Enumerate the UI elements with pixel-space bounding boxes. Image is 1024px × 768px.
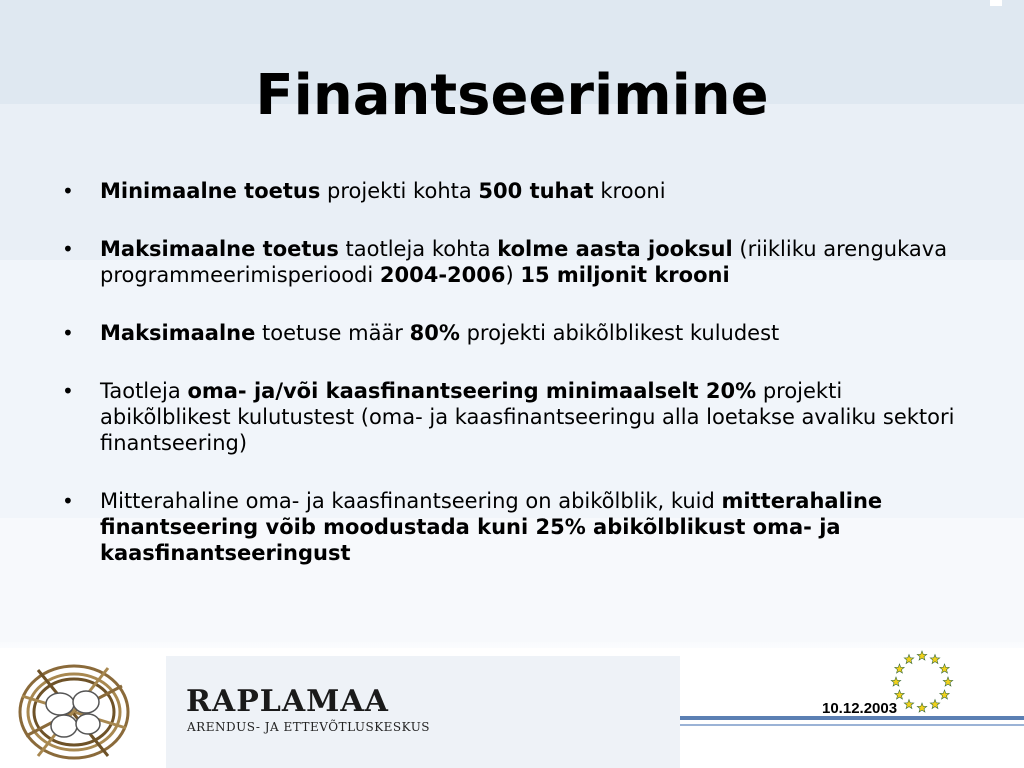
star-icon — [904, 700, 914, 709]
bullet-text: (riikliku arengukava programmeerimisperioodi — [100, 237, 948, 287]
bullet-text: projekti abikõlblikest kulutustest (oma- ja kaasfinantseeringu alla loetakse avaliku sektori finantseering) — [100, 379, 955, 455]
star-icon — [891, 677, 901, 686]
bullet-text-bold: 2004-2006 — [379, 263, 506, 287]
bullet-text-bold: Minimaalne toetus — [100, 179, 321, 203]
bullet-dot: • — [62, 179, 74, 203]
star-icon — [904, 654, 914, 663]
bullet-text: krooni — [593, 179, 666, 203]
bullet-text: Taotleja — [100, 379, 188, 403]
star-icon — [917, 703, 927, 712]
bullet-text: taotleja kohta — [338, 237, 498, 261]
bullet-item — [62, 320, 962, 346]
bullet-dot: • — [62, 379, 74, 403]
footer-accent-line — [680, 724, 1024, 726]
star-icon — [940, 664, 950, 673]
slide-date: 10.12.2003 — [822, 700, 898, 717]
bullet-text-bold: Maksimaalne toetus — [100, 237, 339, 261]
corner-mark — [990, 0, 1002, 6]
star-icon — [917, 651, 927, 660]
brand-name: RAPLAMAA — [186, 684, 389, 719]
bullet-item — [62, 236, 962, 288]
star-icon — [930, 700, 940, 709]
bullet-text-bold: 500 tuhat — [478, 179, 594, 203]
bullet-item — [62, 378, 962, 456]
bullet-text-bold: 15 miljonit krooni — [520, 263, 730, 287]
bullet-text: projekti abikõlblikest kuludest — [459, 321, 780, 345]
brand-subtitle: ARENDUS- JA ETTEVÕTLUSKESKUS — [187, 720, 431, 734]
bullet-item — [62, 488, 962, 566]
star-icon — [895, 664, 905, 673]
bullet-text-bold: kolme aasta jooksul — [497, 237, 733, 261]
bullet-text: toetuse määr — [255, 321, 410, 345]
star-icon — [930, 654, 940, 663]
bullet-list — [62, 178, 962, 598]
bullet-text-bold: mitterahaline finantseering võib moodustada kuni 25% abikõlblikust oma- ja kaasfinantseeringust — [100, 489, 883, 565]
star-icon — [943, 677, 953, 686]
bullet-text-bold: 80% — [409, 321, 460, 345]
slide-title: Finantseerimine — [255, 63, 769, 128]
bullet-item — [62, 178, 962, 204]
bullet-text: projekti kohta — [320, 179, 479, 203]
bullet-dot: • — [62, 489, 74, 513]
bullet-text-bold: oma- ja/või kaasfinantseering minimaalselt 20% — [187, 379, 757, 403]
star-icon — [940, 690, 950, 699]
nest-eggs-logo-icon — [8, 656, 166, 768]
bullet-text: ) — [505, 263, 521, 287]
star-icon — [895, 690, 905, 699]
bullet-dot: • — [62, 237, 74, 261]
bullet-text-bold: Maksimaalne — [100, 321, 256, 345]
logo-container — [8, 656, 166, 768]
bullet-dot: • — [62, 321, 74, 345]
bullet-text: Mitterahaline oma- ja kaasfinantseering on abikõlblik, kuid — [100, 489, 722, 513]
